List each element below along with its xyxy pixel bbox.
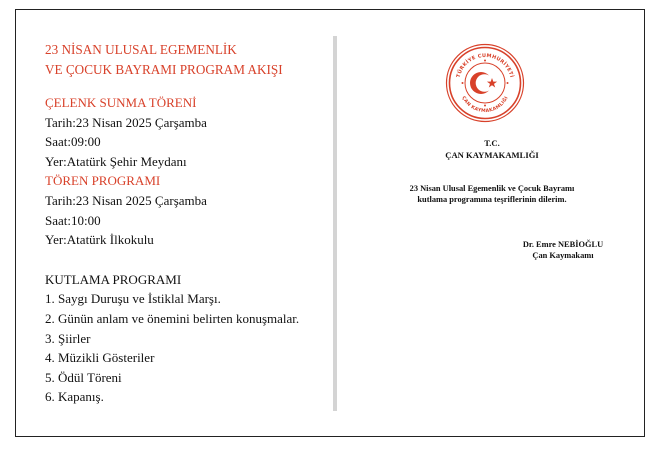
ceremony-place: Yer:Atatürk İlkokulu <box>45 232 154 248</box>
message-line1: 23 Nisan Ulusal Egemenlik ve Çocuk Bayramı <box>409 184 575 193</box>
vertical-divider <box>333 36 337 411</box>
message-line2: kutlama programına teşriflerinin dilerim. <box>417 195 567 204</box>
celebration-item: 1. Saygı Duruşu ve İstiklal Marşı. <box>45 291 221 307</box>
wreath-date: Tarih:23 Nisan 2025 Çarşamba <box>45 114 207 130</box>
seal-top-text: TÜRKİYE CUMHURİYETİ <box>455 52 515 79</box>
celebration-item: 4. Müzikli Gösteriler <box>45 350 155 366</box>
invitation-card <box>15 9 645 437</box>
celebration-heading: KUTLAMA PROGRAMI <box>45 271 182 287</box>
wreath-place: Yer:Atatürk Şehir Meydanı <box>45 153 187 169</box>
invitation-panel <box>338 10 646 436</box>
celebration-item: 6. Kapanış. <box>45 389 104 405</box>
program-title-line2: VE ÇOCUK BAYRAMI PROGRAM AKIŞI <box>45 62 283 77</box>
program-panel <box>45 40 345 407</box>
seal-bottom-text: ÇAN KAYMAKAMLIĞI <box>460 95 510 115</box>
ceremony-heading: TÖREN PROGRAMI <box>45 173 161 189</box>
celebration-item: 5. Ödül Töreni <box>45 369 122 385</box>
wreath-time: Saat:09:00 <box>45 134 101 150</box>
governorship-seal-emblem <box>445 43 525 123</box>
celebration-item: 3. Şiirler <box>45 330 91 346</box>
org-line2: ÇAN KAYMAKAMLIĞI <box>445 150 539 160</box>
org-line1: T.C. <box>484 138 500 148</box>
signer-title: Çan Kaymakamı <box>532 251 594 260</box>
wreath-heading: ÇELENK SUNMA TÖRENİ <box>45 95 197 110</box>
ceremony-date: Tarih:23 Nisan 2025 Çarşamba <box>45 192 207 208</box>
program-title-line1: 23 NİSAN ULUSAL EGEMENLİK <box>45 42 237 57</box>
ceremony-time: Saat:10:00 <box>45 212 101 228</box>
celebration-item: 2. Günün anlam ve önemini belirten konuşmalar. <box>45 310 300 326</box>
signer-name: Dr. Emre NEBİOĞLU <box>522 240 604 249</box>
